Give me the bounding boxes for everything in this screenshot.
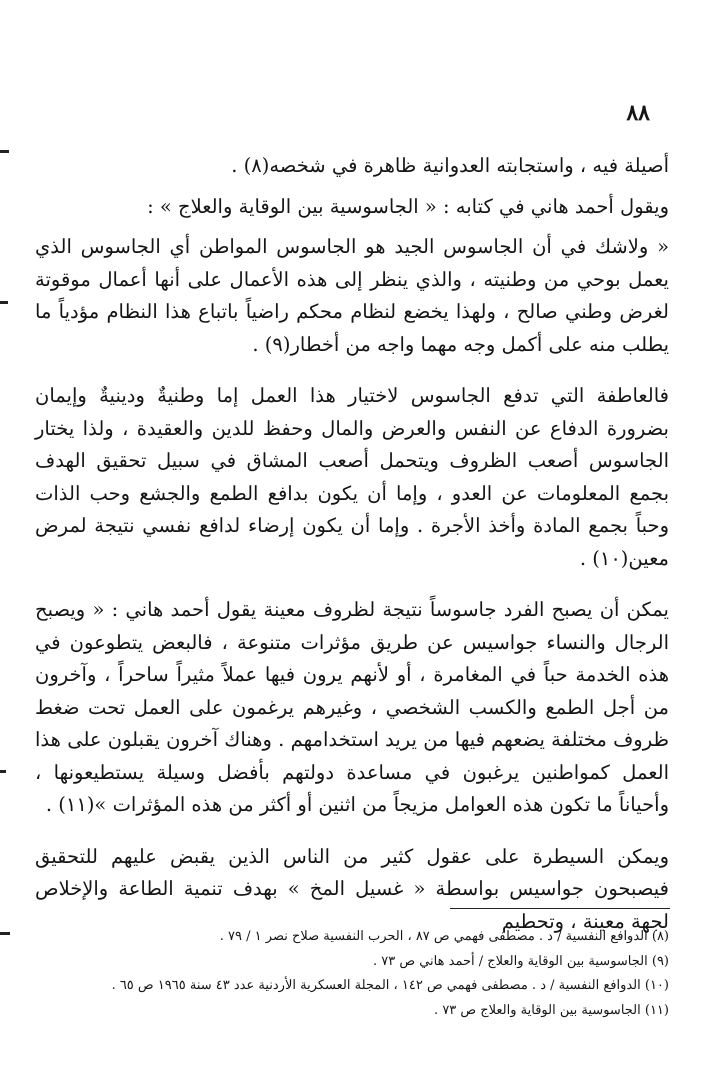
footnote-divider bbox=[450, 908, 670, 909]
paragraph: أصيلة فيه ، واستجابته العدوانية ظاهرة في شخصه(٨) . bbox=[231, 154, 669, 177]
footnote: (١٠) الدوافع النفسية / د . مصطفى فهمي ص ١٤٢ ، المجلة العسكرية الأردنية عدد ٤٣ سنة ١٩٦٥ ص ٦٥ . bbox=[111, 978, 669, 993]
footnote: (٩) الجاسوسية بين الوقاية والعلاج / أحمد هاني ص ٧٣ . bbox=[373, 953, 669, 969]
scan-edge-mark bbox=[0, 932, 10, 935]
scan-edge-mark bbox=[0, 150, 9, 153]
paragraph: ويقول أحمد هاني في كتابه : « الجاسوسية بين الوقاية والعلاج » : bbox=[147, 194, 669, 218]
paragraph: ويمكن السيطرة على عقول كثير من الناس الذين يقبض عليهم للتحقيق فيصبحون جواسيس بواسطة « غسيل المخ » بهدف تنمية الطاعة والإخلاص لجهة معينة ، وتحطيم bbox=[35, 844, 669, 933]
paragraph: يمكن أن يصبح الفرد جاسوساً نتيجة لظروف معينة يقول أحمد هاني : « ويصبح الرجال والنساء جواسيس عن طريق مؤثرات متنوعة ، فالبعض يتطوعون في هذه الخدمة حباً في المغامرة ، أو لأنهم يرون فيها عملاً مثيراً ساحراً ، وآخرون من أجل الطمع والكسب الشخصي ، وغيرهم يرغمون على العمل تحت ضغط ظروف مختلفة يضعهم فيها من يريد استخدامهم . وهناك آخرون يقبلون على هذا العمل كمواطنين يرغبون في مساعدة دولتهم بأفضل وسيلة يستطيعونها ، وأحياناً ما تكون هذه العوامل مزيجاً من اثنين أو أكثر من هذه المؤثرات »(١١) . bbox=[35, 598, 669, 816]
body-text bbox=[35, 150, 669, 957]
paragraph: فالعاطفة التي تدفع الجاسوس لاختيار هذا العمل إما وطنيةٌ ودينيةٌ وإيمان بضرورة الدفاع عن النفس والعرض والمال وحفظ للدين والعقيدة ، ولذا يختار الجاسوس أصعب الظروف ويتحمل أصعب المشاق في سبيل تحقيق الهدف بجمع المعلومات عن العدو ، وإما أن يكون بدافع الطمع والجشع وحب الذات وحباً بجمع المادة وأخذ الأجرة . وإما أن يكون إرضاء لدافع نفسي نتيجة لمرض معين(١٠) . bbox=[35, 384, 669, 570]
page-number: ٨٨ bbox=[626, 100, 650, 126]
footnotes bbox=[35, 925, 669, 1023]
footnote: (١١) الجاسوسية بين الوقاية والعلاج ص ٧٣ . bbox=[434, 1002, 669, 1018]
scan-edge-mark bbox=[0, 770, 6, 773]
scan-edge-mark bbox=[0, 301, 8, 304]
quote-paragraph: « ولاشك في أن الجاسوس الجيد هو الجاسوس المواطن أي الجاسوس الذي يعمل بوحي من وطنيته ، والذي ينظر إلى هذه الأعمال على أنها أعمال موقوتة لغرض وطني صالح ، ولهذا يخضع لنظام محكم راضياً باتباع هذا النظام مؤدياً ما يطلب منه على أكمل وجه مهما واجه من أخطار(٩) . bbox=[35, 235, 669, 356]
footnote: (٨) الدوافع النفسية / د . مصطفى فهمي ص ٨٧ ، الحرب النفسية صلاح نصر ١ / ٧٩ . bbox=[219, 929, 669, 944]
